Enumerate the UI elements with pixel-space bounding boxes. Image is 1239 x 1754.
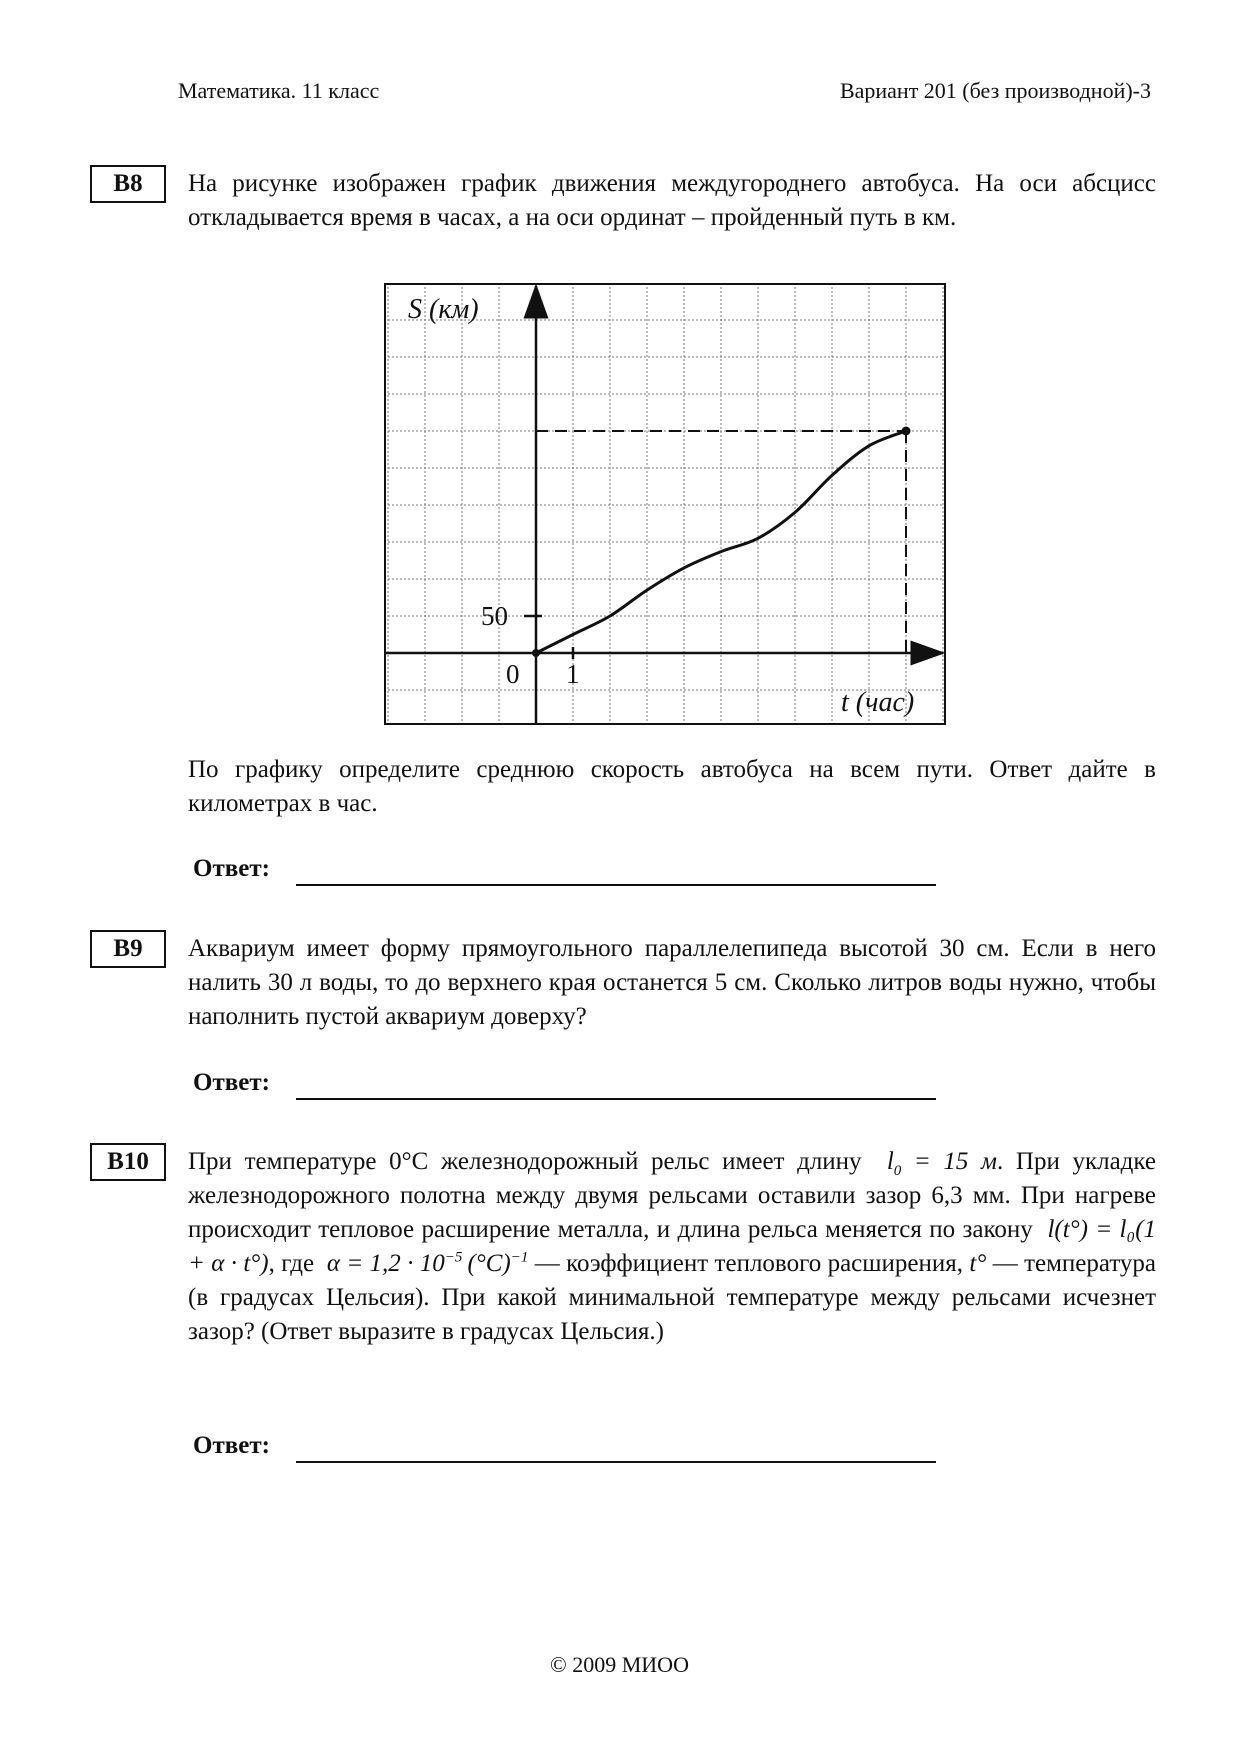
origin-label: 0 <box>506 659 520 689</box>
answer-label-b8: Ответ: <box>193 855 270 882</box>
alpha-unit-exponent: −1 <box>510 1249 529 1266</box>
b10-text-part1: При температуре 0°С железнодорожный рельс имеет длину <box>188 1148 862 1175</box>
answer-field-b9[interactable] <box>296 1098 936 1100</box>
distance-time-chart <box>384 283 946 725</box>
alpha-value: α = 1,2 · 10 <box>326 1250 445 1277</box>
header-subject: Математика. 11 класс <box>178 78 380 103</box>
answer-label-b9: Ответ: <box>193 1069 270 1096</box>
problem-label-b9: B9 <box>90 930 166 968</box>
b10-text-part5: — температура (в градусах Цельсия). При какой минимальной температуре между рельсами исчезнет зазор? (Ответ выразите в градусах Цельсия.) <box>188 1250 1157 1345</box>
b10-text-part3: , где <box>268 1250 315 1277</box>
problem-b10-text <box>188 1145 1156 1349</box>
problem-b8-question: По графику определите среднюю скорость автобуса на всем пути. Ответ дайте в километрах в час. <box>188 756 1156 817</box>
chart-grid <box>384 283 946 725</box>
header-variant: Вариант 201 (без производной)-3 <box>839 78 1151 103</box>
answer-field-b10[interactable] <box>296 1461 936 1463</box>
problem-label-b8: B8 <box>90 165 166 203</box>
y-tick-label: 50 <box>481 601 508 631</box>
alpha-formula <box>327 1250 529 1277</box>
problem-b9-text: Аквариум имеет форму прямоугольного параллелепипеда высотой 30 см. Если в него налить 30 л воды, то до верхнего края останется 5 см. Сколько литров воды нужно, чтобы наполнить пустой аквариум доверху? <box>188 935 1156 1030</box>
answer-field-b8[interactable] <box>296 884 936 886</box>
answer-label-b10: Ответ: <box>193 1432 270 1459</box>
b10-text-part2: . При укладке железнодорожного полотна между двумя рельсами оставили зазор 6,3 мм. При нагреве происходит тепловое расширение металла, и длина рельса меняется по закону <box>188 1148 1157 1243</box>
l0-formula: $l_0 = 15$ м <box>886 1148 998 1179</box>
end-point <box>902 427 911 436</box>
chart-frame <box>385 284 945 724</box>
x-tick-label: 1 <box>566 659 580 689</box>
y-axis-label: S (км) <box>408 294 479 325</box>
alpha-exponent: −5 <box>444 1249 463 1266</box>
t-symbol: t° <box>969 1250 987 1277</box>
start-point <box>532 649 540 657</box>
alpha-unit: (°C) <box>467 1250 511 1277</box>
expansion-law-formula: l(t°) = l₀(1 + α · t°) <box>188 1216 1157 1277</box>
x-axis-label: t (час) <box>841 687 915 718</box>
l0-value: = 15 м <box>913 1148 998 1175</box>
footer-copyright: © 2009 МИОО <box>550 1652 689 1677</box>
b10-text-part4: — коэффициент теплового расширения, <box>534 1250 963 1277</box>
problem-label-b10: B10 <box>90 1143 166 1181</box>
problem-b8-text: На рисунке изображен график движения междугороднего автобуса. На оси абсцисс откладывается время в часах, а на оси ординат – пройденный путь в км. <box>188 170 1156 231</box>
